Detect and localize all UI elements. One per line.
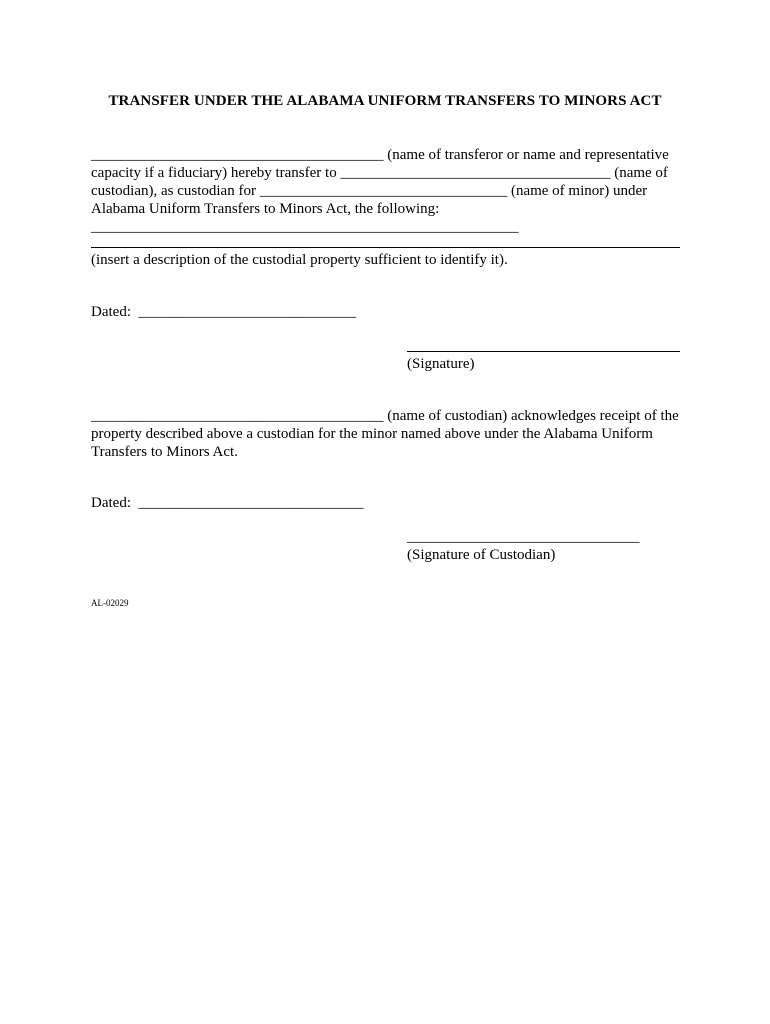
signature-line <box>407 351 680 352</box>
dated-field-2: Dated: ______________________________ <box>91 495 364 511</box>
property-description-line <box>91 247 680 248</box>
transfer-line-1: _______________________________________ (name of transferor or name and representative <box>91 147 669 163</box>
custodian-signature-caption: (Signature of Custodian) <box>407 547 556 563</box>
ack-line-3: Transfers to Minors Act. <box>91 444 238 460</box>
transfer-line-2: capacity if a fiduciary) hereby transfer to ____________________________________ (name of <box>91 165 668 181</box>
property-caption: (insert a description of the custodial property sufficient to identify it). <box>91 252 508 268</box>
dated-field-1: Dated: _____________________________ <box>91 304 356 320</box>
ack-line-1: _______________________________________ (name of custodian) acknowledges receipt of the <box>91 408 679 424</box>
transfer-line-5: _________________________________________________________ <box>91 219 519 235</box>
ack-line-2: property described above a custodian for the minor named above under the Alabama Uniform <box>91 426 653 442</box>
transfer-line-4: Alabama Uniform Transfers to Minors Act, the following: <box>91 201 440 217</box>
transfer-line-3: custodian), as custodian for _________________________________ (name of minor) under <box>91 183 648 199</box>
form-code: AL-02029 <box>91 598 129 608</box>
page-title: TRANSFER UNDER THE ALABAMA UNIFORM TRANSFERS TO MINORS ACT <box>108 93 662 109</box>
custodian-signature-line: _______________________________ <box>407 529 640 545</box>
signature-caption: (Signature) <box>407 356 475 372</box>
